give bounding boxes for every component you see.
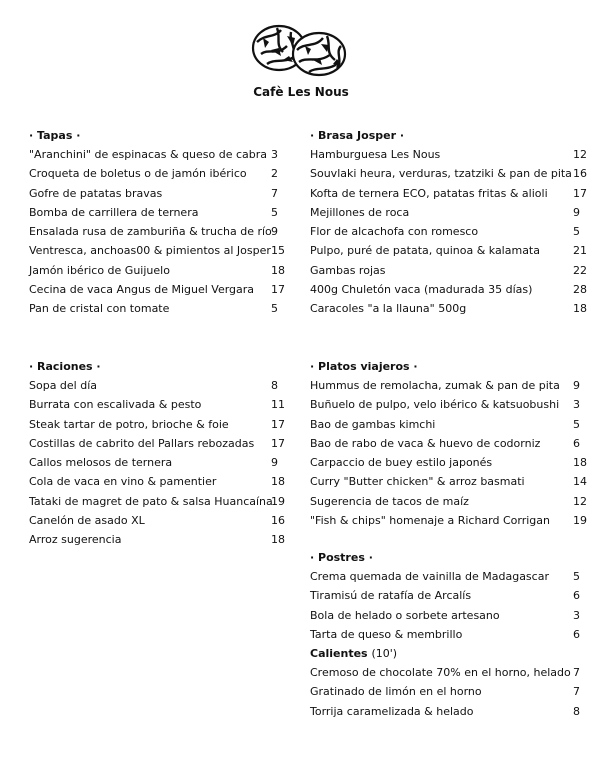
menu-item: Hamburguesa Les Nous 12 xyxy=(310,145,592,164)
menu-item: Kofta de ternera ECO, patatas fritas & alioli 17 xyxy=(310,184,592,203)
item-price: 6 xyxy=(573,436,580,450)
section-platos-viajeros xyxy=(310,358,592,530)
menu-item: Cola de vaca en vino & pamentier 18 xyxy=(29,472,291,491)
item-price: 8 xyxy=(271,379,278,392)
item-price: 9 xyxy=(271,225,278,239)
menu-item: Tarta de queso & membrillo 6 xyxy=(310,625,592,644)
menu-item: Carpaccio de buey estilo japonés 18 xyxy=(310,453,592,472)
menu-item: Crema quemada de vainilla de Madagascar 5 xyxy=(310,567,592,586)
menu-item: Tataki de magret de pato & salsa Huancaína 19 xyxy=(29,492,291,511)
item-price: 28 xyxy=(573,283,587,297)
section-title: · Tapas · xyxy=(29,129,81,142)
section-title: · Brasa Josper · xyxy=(310,129,405,142)
item-price: 3 xyxy=(573,398,580,412)
item-price: 18 xyxy=(271,475,285,489)
item-price: 9 xyxy=(573,379,580,392)
item-price: 3 xyxy=(271,148,278,161)
section-brasa-josper xyxy=(310,127,592,319)
menu-item: 400g Chuletón vaca (madurada 35 días) 28 xyxy=(310,280,592,299)
item-price: 2 xyxy=(271,167,278,181)
menu-item: Burrata con escalivada & pesto 11 xyxy=(29,395,291,414)
menu-item: Mejillones de roca 9 xyxy=(310,203,592,222)
menu-item: Bao de rabo de vaca & huevo de codorniz 6 xyxy=(310,434,592,453)
item-price: 16 xyxy=(573,167,587,181)
menu-item: Costillas de cabrito del Pallars rebozadas 17 xyxy=(29,434,291,453)
menu-item: Bola de helado o sorbete artesano 3 xyxy=(310,606,592,625)
section-tapas xyxy=(29,127,291,319)
item-price: 11 xyxy=(271,398,285,412)
section-title: · Postres · xyxy=(310,551,373,564)
item-price: 19 xyxy=(271,494,285,508)
item-price: 8 xyxy=(573,704,580,718)
menu-item: Gratinado de limón en el horno 7 xyxy=(310,682,592,701)
item-price: 18 xyxy=(271,263,285,277)
menu-item: Buñuelo de pulpo, velo ibérico & katsuobushi 3 xyxy=(310,395,592,414)
menu-item: Hummus de remolacha, zumak & pan de pita 9 xyxy=(310,376,592,395)
section-title: · Raciones · xyxy=(29,360,101,373)
menu-item: Arroz sugerencia 18 xyxy=(29,530,291,549)
page-title: Cafè Les Nous xyxy=(253,85,349,99)
menu-item: Callos melosos de ternera 9 xyxy=(29,453,291,472)
item-price: 5 xyxy=(271,205,278,219)
item-price: 9 xyxy=(271,456,278,470)
menu-item: Bao de gambas kimchi 5 xyxy=(310,415,592,434)
menu-item: Cremoso de chocolate 70% en el horno, helado 7 xyxy=(310,663,592,682)
item-price: 18 xyxy=(573,302,587,316)
item-price: 18 xyxy=(271,533,285,547)
menu-item: "Aranchini" de espinacas & queso de cabra 3 xyxy=(29,145,291,164)
item-price: 5 xyxy=(271,302,278,316)
item-price: 19 xyxy=(573,514,587,528)
menu-item: Canelón de asado XL 16 xyxy=(29,511,291,530)
menu-item: Souvlaki heura, verduras, tzatziki & pan de pita 16 xyxy=(310,164,592,183)
item-price: 5 xyxy=(573,417,580,431)
item-price: 15 xyxy=(271,244,285,258)
item-price: 5 xyxy=(573,570,580,583)
item-price: 12 xyxy=(573,148,587,161)
menu-item: Caracoles "a la llauna" 500g 18 xyxy=(310,299,592,318)
item-price: 5 xyxy=(573,225,580,239)
item-price: 21 xyxy=(573,244,587,258)
menu-item: Flor de alcachofa con romesco 5 xyxy=(310,222,592,241)
item-price: 16 xyxy=(271,514,285,528)
menu-item: Curry "Butter chicken" & arroz basmati 14 xyxy=(310,472,592,491)
section-postres xyxy=(310,549,592,721)
item-price: 22 xyxy=(573,263,587,277)
item-price: 6 xyxy=(573,589,580,603)
item-price: 14 xyxy=(573,475,587,489)
menu-item: Gofre de patatas bravas 7 xyxy=(29,184,291,203)
menu-item: Tiramisú de ratafía de Arcalís 6 xyxy=(310,586,592,605)
menu-item: Sopa del día 8 xyxy=(29,376,291,395)
menu-item: "Fish & chips" homenaje a Richard Corrigan 19 xyxy=(310,511,592,530)
menu-item: Jamón ibérico de Guijuelo 18 xyxy=(29,261,291,280)
item-price: 7 xyxy=(573,685,580,699)
walnuts-logo xyxy=(247,20,351,80)
item-price: 17 xyxy=(271,283,285,297)
section-raciones xyxy=(29,358,291,550)
menu-item: Croqueta de boletus o de jamón ibérico 2 xyxy=(29,164,291,183)
item-price: 17 xyxy=(271,417,285,431)
menu-item: Pan de cristal con tomate 5 xyxy=(29,299,291,318)
menu-item: Torrija caramelizada & helado 8 xyxy=(310,702,592,721)
calientes-subheading: Calientes (10') xyxy=(310,647,398,661)
menu-item: Pulpo, puré de patata, quinoa & kalamata 21 xyxy=(310,241,592,260)
menu-item: Steak tartar de potro, brioche & foie 17 xyxy=(29,415,291,434)
item-price: 3 xyxy=(573,608,580,622)
menu-item: Gambas rojas 22 xyxy=(310,261,592,280)
menu-item: Cecina de vaca Angus de Miguel Vergara 17 xyxy=(29,280,291,299)
item-price: 17 xyxy=(271,436,285,450)
item-price: 12 xyxy=(573,494,587,508)
section-title: · Platos viajeros · xyxy=(310,360,418,373)
menu-item: Sugerencia de tacos de maíz 12 xyxy=(310,492,592,511)
item-price: 17 xyxy=(573,186,587,200)
item-price: 9 xyxy=(573,205,580,219)
menu-item: Bomba de carrillera de ternera 5 xyxy=(29,203,291,222)
item-price: 18 xyxy=(573,456,587,470)
menu-item: Ventresca, anchoas00 & pimientos al Josper 15 xyxy=(29,241,291,260)
item-price: 7 xyxy=(573,666,580,680)
item-price: 6 xyxy=(573,627,580,641)
menu-item: Ensalada rusa de zamburiña & trucha de río 9 xyxy=(29,222,291,241)
item-price: 7 xyxy=(271,186,278,200)
